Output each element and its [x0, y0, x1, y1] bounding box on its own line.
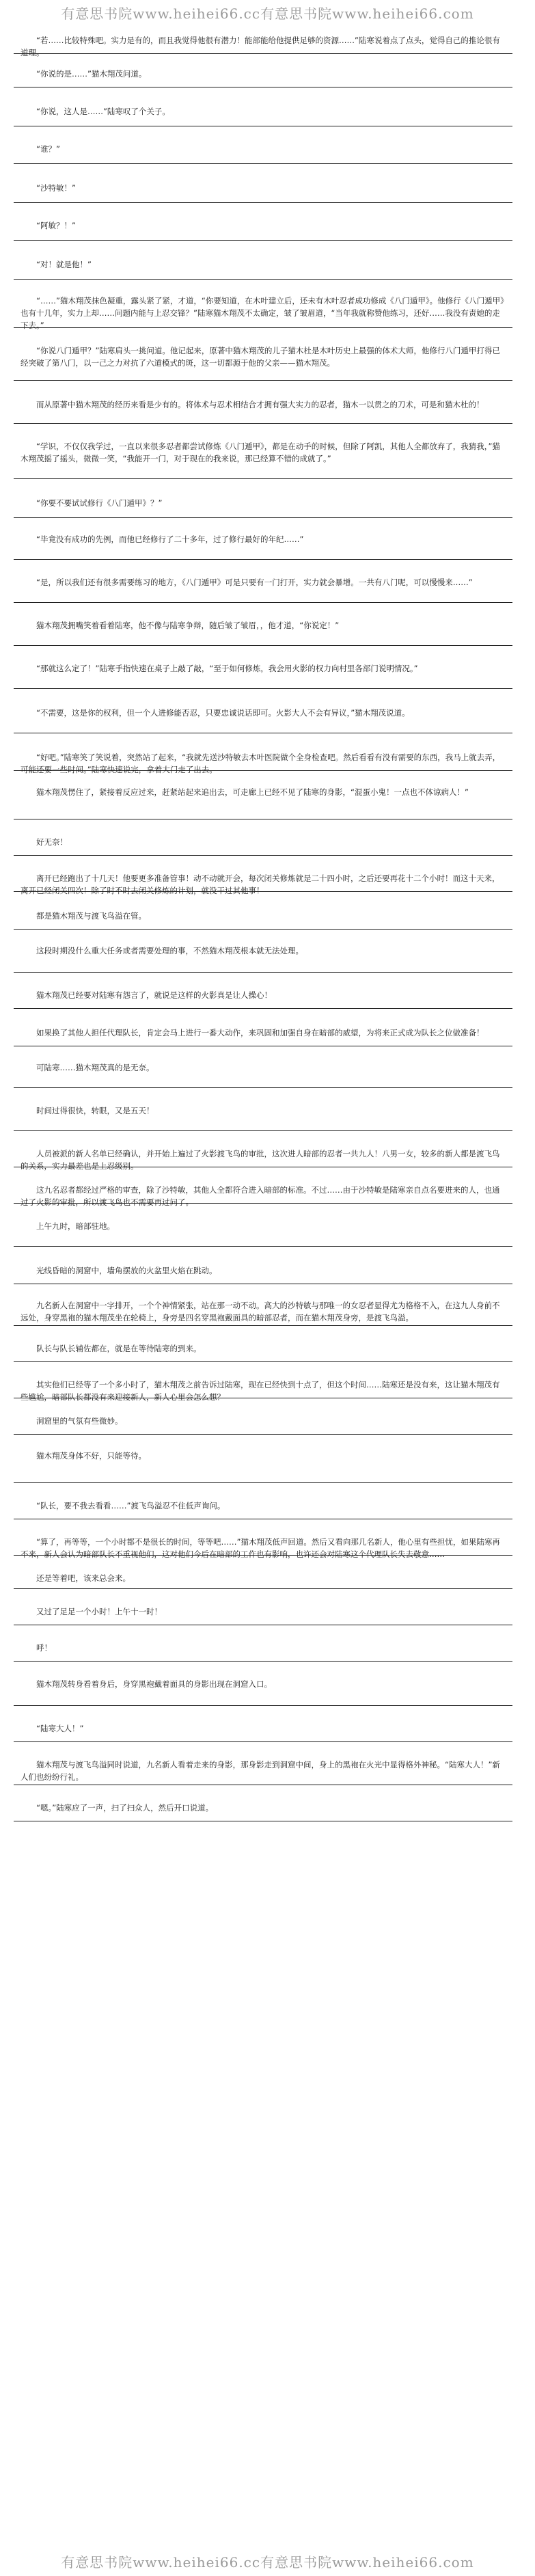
- paragraph: 而从原著中猫木翔茂的经历来看是少有的。将体术与忍术相结合才拥有强大实力的忍者，猫木一以贯之的刀术，可是和猫木杜的！: [14, 396, 512, 424]
- paragraph: 又过了足足一个小时！上午十一时！: [14, 1603, 512, 1625]
- paragraph: 这九名忍者都经过严格的审查，除了沙特敏，其他人全都符合进入暗部的标准。不过……由于沙特敏是陆寒亲自点名要进来的人，也通过了火影的审批，所以渡飞鸟也不需要再过问了。: [14, 1181, 512, 1204]
- paragraph: “你要不要试试修行《八门遁甲》？”: [14, 494, 512, 518]
- paragraph: “不需要，这是你的权利，但一个人进修能否忍，只要忠诚说话即可。火影大人不会有异议，”猫木翔茂说道。: [14, 704, 512, 733]
- paragraph: 洞窟里的气氛有些微妙。: [14, 1412, 512, 1435]
- paragraph: 猫木翔茂转身看着身后，身穿黑袍戴着面具的身影出现在洞窟入口。: [14, 1675, 512, 1706]
- paragraph: “谁？”: [14, 140, 512, 164]
- paragraph: “是，所以我们还有很多需要练习的地方，《八门遁甲》可是只要有一门打开，实力就会暴增。一共有八门呢，可以慢慢来……”: [14, 573, 512, 603]
- watermark-top: 有意思书院www.heihei66.cc有意思书院www.heihei66.com: [61, 5, 474, 22]
- novel-text-body: [0, 31, 535, 1821]
- paragraph: “嗯。”陆寒应了一声，扫了扫众人，然后开口说道。: [14, 1799, 512, 1821]
- paragraph: 可陆寒……猫木翔茂真的是无奈。: [14, 1059, 512, 1088]
- paragraph: 离开已经跑出了十几天！他要更多准备管事！动不动就开会，每次闭关修炼就是二十四小时，之后还要再花十二个小时！而这十天来，离开已经闭关四次！除了时不时去闭关修炼的计划，就没干过其他事！: [14, 869, 512, 892]
- paragraph: 人员被派的新人名单已经确认，并开始上遍过了火影渡飞鸟的审批，这次进人暗部的忍者一共九人！八男一女，较多的新人都是渡飞鸟的关系，实力最差也是上忍级别。: [14, 1145, 512, 1167]
- paragraph: 还是等着吧，该来总会来。: [14, 1569, 512, 1589]
- paragraph: 其实他们已经等了一个多小时了，猫木翔茂之前告诉过陆寒，现在已经快到十点了，但这个时间……陆寒还是没有来，这让猫木翔茂有些尴尬，暗部队长都没有来迎接新人，新人心里会怎么想？: [14, 1376, 512, 1398]
- paragraph: “你说八门遁甲？”陆寒肩头一挑问道。他记起来，原著中猫木翔茂的儿子猫木杜是木叶历史上最强的体术大师，他修行八门遁甲打得已经突破了第八门，以一己之力对抗了六道模式的斑，这一切都源于他的父亲——猫木翔茂。: [14, 342, 512, 381]
- paragraph: 猫木翔茂与渡飞鸟溢同时说道，九名新人看着走来的身影，那身影走到洞窟中间，身上的黑袍在火光中显得格外神秘。“陆寒大人！”新人们也纷纷行礼。: [14, 1756, 512, 1785]
- paragraph: 这段时期没什么重大任务或者需要处理的事，不然猫木翔茂根本就无法处理。: [14, 942, 512, 973]
- paragraph: 猫木翔茂身体不好，只能等待。: [14, 1447, 512, 1483]
- paragraph: “毕竟没有成功的先例，而他已经修行了二十多年，过了修行最好的年纪……”: [14, 530, 512, 560]
- paragraph: 猫木翔茂拥嘴笑着看着陆寒，他不像与陆寒争辩，随后皱了皱眉，，他才道，“你说定！”: [14, 616, 512, 646]
- paragraph: 队长与队长辅佐都在，就是在等待陆寒的到来。: [14, 1340, 512, 1362]
- paragraph: 猫木翔茂已经要对陆寒有怨言了，就说是这样的火影真是让人操心！: [14, 986, 512, 1009]
- paragraph: “若……比较特殊吧。实力是有的，而且我觉得他很有潜力！能部能给他提供足够的资源……”陆寒说着点了点头，觉得自己的推论很有道理。: [14, 31, 512, 54]
- paragraph: 都是猫木翔茂与渡飞鸟溢在管。: [14, 907, 512, 930]
- paragraph: “你说的是……”猫木翔茂问道。: [14, 65, 512, 87]
- paragraph: “好吧。”陆寒笑了笑说着，突然站了起来，“我就先送沙特敏去木叶医院做个全身检查吧。然后看看有没有需要的东西，我马上就去弄，可能还要一些时间。”陆寒快速说完，拿着大门走了出去。: [14, 748, 512, 771]
- paragraph: “那就这么定了！”陆寒手指快速在桌子上敲了敲，“至于如何修炼，我会用火影的权力向村里各部门说明情况。”: [14, 660, 512, 689]
- paragraph: “队长，要不我去看看……”渡飞鸟溢忍不住低声询问。: [14, 1497, 512, 1519]
- paragraph: “……”猫木翔茂抹色凝重，露头紧了紧，才道，“你要知道，在木叶建立后，还未有木叶忍者成功修成《八门遁甲》。他修行《八门遁甲》也有十几年，实力上却……问题内能与上忍交锋？”陆寒猫木翔茂不太确定，皱了皱眉道，“当年我就称赞他练习，还好……我没有责她的走下去。”: [14, 292, 512, 328]
- paragraph: 如果换了其他人担任代理队长，肯定会马上进行一番大动作，来巩固和加强自身在暗部的威望，为将来正式成为队长之位做准备！: [14, 1024, 512, 1046]
- paragraph: 好无奈！: [14, 833, 512, 856]
- paragraph: “你说，这人是……”陆寒叹了个关子。: [14, 103, 512, 126]
- paragraph: 光线昏暗的洞窟中，墙角摆放的火盆里火焰在跳动。: [14, 1262, 512, 1284]
- paragraph: “沙特敏！”: [14, 179, 512, 203]
- paragraph: “陆寒大人！”: [14, 1720, 512, 1742]
- paragraph: 九名新人在洞窟中一字排开，一个个神情紧张，站在那一动不动。高大的沙特敏与那唯一的女忍者显得尤为格格不入，在这九人身前不远处，身穿黑袍的猫木翔茂坐在轮椅上，身旁是四名穿黑袍戴面具的暗部忍者，而在猫木翔茂身旁，是渡飞鸟溢。: [14, 1297, 512, 1326]
- paragraph: 上午九时，暗部驻地。: [14, 1217, 512, 1247]
- paragraph: “学识，不仅仅我学过，一直以来很多忍者都尝试修炼《八门遁甲》，都是在动手的时候，但除了阿凯，其他人全都放弃了，我猜我，”猫木翔茂摇了摇头，微微一笑，“我能开一门，对于现在的我来说，那已经算不错的成就了。”: [14, 437, 512, 479]
- paragraph: 时间过得很快，转眼，又是五天！: [14, 1102, 512, 1131]
- paragraph: “算了，再等等，一个小时都不是很长的时间，等等吧……”猫木翔茂低声回道。然后又看向那几名新人，他心里有些担忧，如果陆寒再不来，新人会认为暗部队长不重视他们，这对他们今后在暗部的工作也有影响，也许还会对陆寒这个代理队长失去敬意……: [14, 1533, 512, 1556]
- paragraph: 猫木翔茂愣住了，紧接着反应过来，赶紧站起来追出去，可走廊上已经不见了陆寒的身影，“混蛋小鬼！一点也不体谅病人！”: [14, 783, 512, 819]
- paragraph: “阿敏？！”: [14, 217, 512, 241]
- watermark-bottom: 有意思书院www.heihei66.cc有意思书院www.heihei66.com: [61, 2554, 474, 2571]
- paragraph: 呼！: [14, 1639, 512, 1662]
- paragraph: “对！就是他！”: [14, 256, 512, 280]
